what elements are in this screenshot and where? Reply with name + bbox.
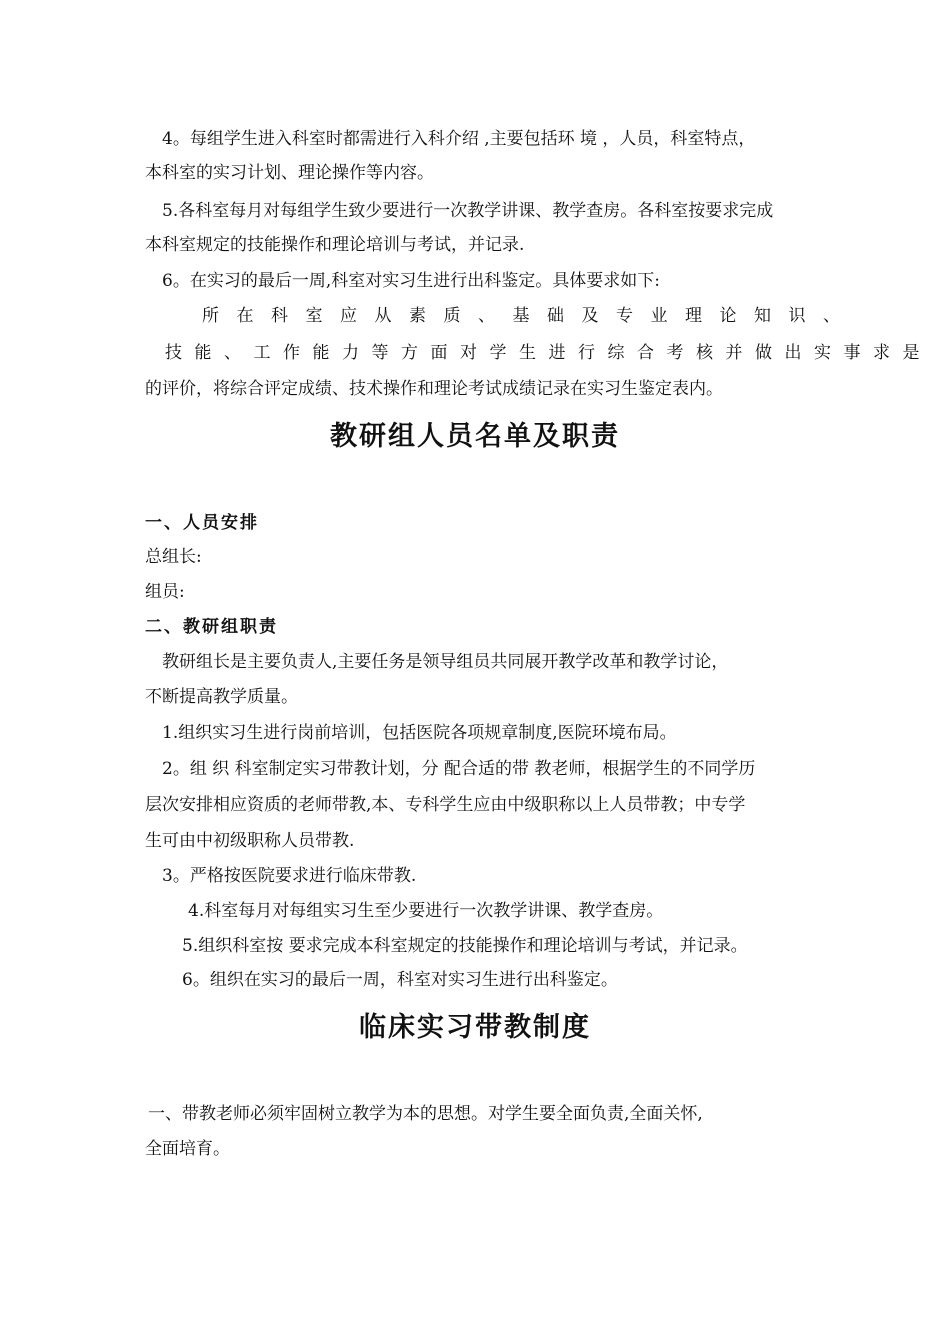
duties-intro-line-2: 不断提高教学质量。 — [145, 687, 298, 707]
rule-6-line-2: 所在科室应从素质、基础及专业理论知识、 — [202, 306, 858, 326]
duty-4: 4.科室每月对每组实习生至少要进行一次教学讲课、教学查房。 — [188, 901, 664, 921]
teaching-group-title: 教研组人员名单及职责 — [330, 421, 620, 452]
rule-6-line-3: 技能、工作能力等方面对学生进行综合考核并做出实事求是 — [165, 343, 932, 363]
duty-5: 5.组织科室按 要求完成本科室规定的技能操作和理论培训与考试，并记录。 — [182, 936, 748, 956]
group-leader-label: 总组长: — [145, 547, 202, 567]
duty-6: 6。组织在实习的最后一周，科室对实习生进行出科鉴定。 — [182, 970, 618, 990]
duties-intro-line-1: 教研组长是主要负责人,主要任务是领导组员共同展开教学改革和教学讨论， — [162, 652, 729, 672]
staffing-heading: 一、人员安排 — [145, 513, 259, 533]
duty-3: 3。严格按医院要求进行临床带教. — [162, 866, 417, 886]
duty-2-line-1: 2。组 织 科室制定实习带教计划，分 配合适的带 教老师，根据学生的不同学历 — [162, 759, 756, 779]
clinical-teaching-title: 临床实习带教制度 — [359, 1012, 591, 1043]
rule-5-line-2: 本科室规定的技能操作和理论培训与考试，并记录. — [145, 235, 525, 255]
duty-2-line-2: 层次安排相应资质的老师带教,本、专科学生应由中级职称以上人员带教；中专学 — [145, 795, 746, 815]
rule-5-line-1: 5.各科室每月对每组学生致少要进行一次教学讲课、教学查房。各科室按要求完成 — [162, 201, 774, 221]
duty-1: 1.组织实习生进行岗前培训，包括医院各项规章制度,医院环境布局。 — [162, 723, 677, 743]
rule-4-line-2: 本科室的实习计划、理论操作等内容。 — [145, 163, 434, 183]
rule-6-line-4: 的评价，将综合评定成绩、技术操作和理论考试成绩记录在实习生鉴定表内。 — [145, 379, 723, 399]
duty-2-line-3: 生可由中初级职称人员带教. — [145, 831, 355, 851]
group-members-label: 组员: — [145, 582, 185, 602]
rule-4-line-1: 4。每组学生进入科室时都需进行入科介绍 ,主要包括环 境 ，人员，科室特点， — [162, 129, 756, 149]
duties-heading: 二、教研组职责 — [145, 617, 278, 637]
clinical-rule-1-line-2: 全面培育。 — [145, 1139, 230, 1159]
clinical-rule-1-line-1: 一、带教老师必须牢固树立教学为本的思想。对学生要全面负责,全面关怀, — [148, 1104, 703, 1124]
rule-6-line-1: 6。在实习的最后一周,科室对实习生进行出科鉴定。具体要求如下: — [162, 271, 660, 291]
